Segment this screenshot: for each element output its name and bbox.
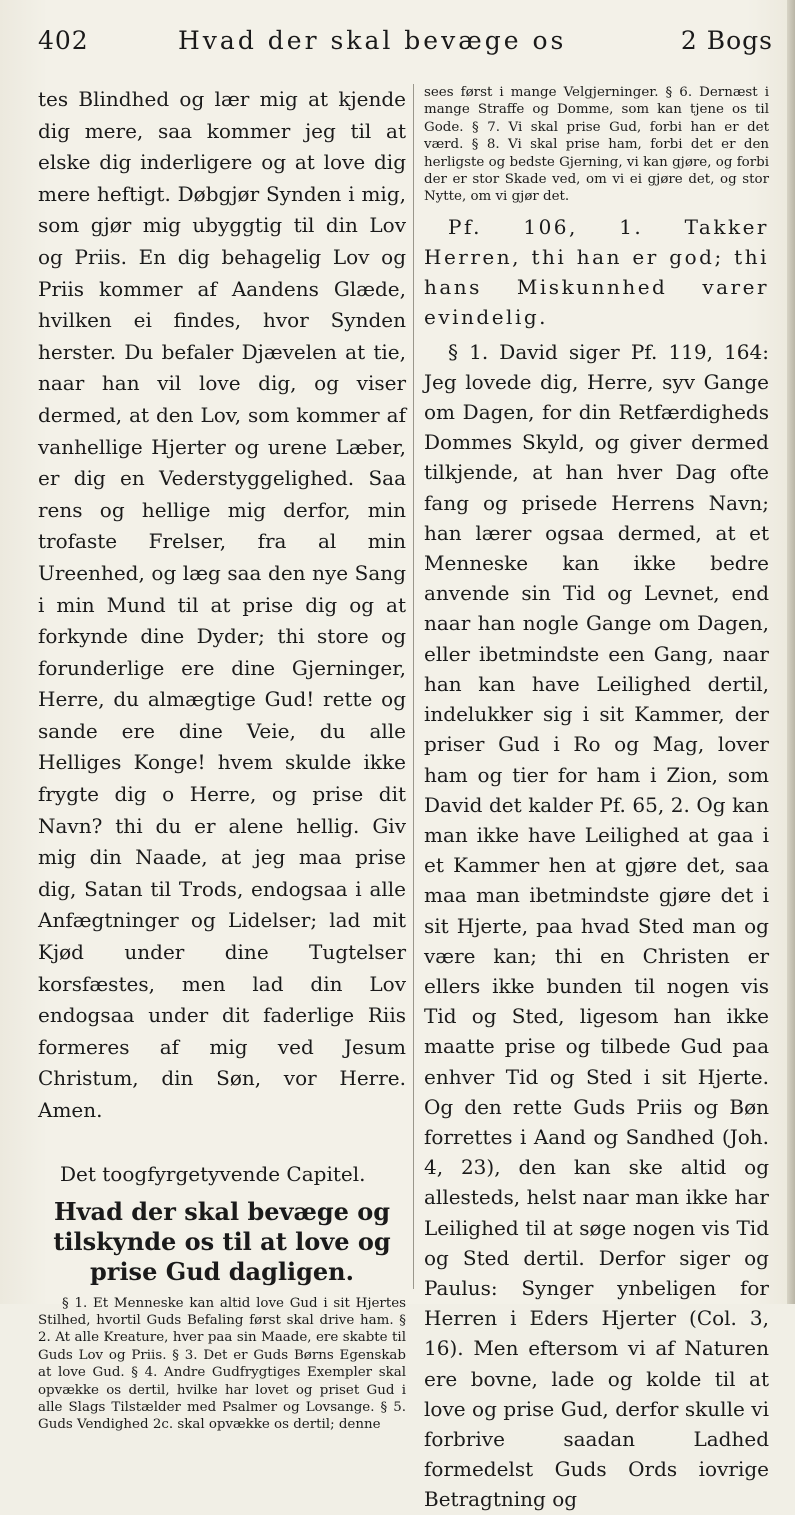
summary-continued: sees først i mange Velgjerninger. § 6. Dernæst i mange Straffe og Domme, som kan tjene os til Gode. § 7. Vi skal prise Gud, forbi han er det værd. § 8. Vi skal prise ham, forbi det er den herligste og bedste Gjerning, vi kan gjøre, og forbi der er stor Skade ved, om vi ei gjøre det, og stor Nytte, om vi gjør det. bbox=[424, 85, 769, 205]
page-header bbox=[38, 26, 773, 66]
column-divider bbox=[413, 84, 414, 1289]
chapter-heading: Hvad der skal bevæge og tilskynde os til at love og prise Gud dagligen. bbox=[53, 1196, 391, 1286]
verse-reference: Pf. 106, 1. bbox=[448, 214, 644, 239]
scripture-verse bbox=[424, 212, 769, 333]
right-main-text: § 1. David siger Pf. 119, 164: Jeg lovede dig, Herre, syv Gange om Dagen, for din Retfærdigheds Dommes Skyld, og giver dermed tilkjende, at han hver Dag ofte fang og prisede Herrens Navn; han lærer ogsaa dermed, at et Menneske kan ikke bedre anvende sin Tid og Levnet, end naar han nogle Gange om Dagen, eller ibetmindste een Gang, naar han kan have Leilighed dertil, indelukker sig i sit Kammer, der priser Gud i Ro og Mag, lover ham og tier for ham i Zion, som David det kalder Pf. 65, 2. Og kan man ikke have Leilighed at gaa i et Kammer hen at gjøre det, saa maa man ibetmindste gjøre det i sit Hjerte, paa hvad Sted man og være kan; thi en Christen er ellers ikke bunden til nogen vis Tid og Sted, ligesom han ikke maatte prise og tilbede Gud paa enhver Tid og Sted i sit Hjerte. Og den rette Guds Priis og Bøn forrettes i Aand og Sandhed (Joh. 4, 23), den kan ske altid og allesteds, helst naar man ikke har Leilighed til at søge nogen vis Tid og Sted dertil. Derfor siger og Paulus: Synger ynbeligen for Herren i Eders Hjerter (Col. 3, 16). Men eftersom vi af Naturen ere bovne, lade og kolde til at love og prise Gud, derfor skulle vi forbrive saadan Ladhed formedelst Guds Ords iovrige Betragtning og bbox=[424, 339, 769, 1512]
right-column bbox=[424, 84, 769, 1512]
signature-mark: 2 Bogs bbox=[680, 26, 773, 55]
left-column bbox=[38, 84, 406, 1433]
chapter-label: Det toogfyrgetyvende Capitel. bbox=[60, 1161, 366, 1186]
page-edge bbox=[787, 0, 795, 1304]
chapter-summary: § 1. Et Menneske kan altid love Gud i sit Hjertes Stilhed, hvortil Guds Befaling først skal drive ham. § 2. At alle Kreature, hver paa sin Maade, ere skabte til Guds Lov og Priis. § 3. Det er Guds Børns Egenskab at love Gud. § 4. Andre Gudfrygtiges Exempler skal opvække os dertil, hvilke har lovet og priset Gud i alle Slags Tilstælder med Psalmer og Lovsange. § 5. Guds Vendighed 2c. skal opvække os dertil; denne bbox=[38, 1295, 406, 1433]
verse-text: Takker Herren, thi han er god; thi hans Miskunnhed varer evindelig. bbox=[424, 214, 769, 330]
running-title: Hvad der skal bevæge os bbox=[178, 26, 567, 55]
left-main-text: tes Blindhed og lær mig at kjende dig mere, saa kommer jeg til at elske dig inderligere og at love dig mere heftigt. Døbgjør Synden i mig, som gjør mig ubyggtig til din Lov og Priis. En dig behagelig Lov og Priis kommer af Aandens Glæde, hvilken ei findes, hvor Synden herster. Du befaler Djævelen at tie, naar han vil love dig, og viser dermed, at den Lov, som kommer af vanhellige Hjerter og urene Læber, er dig en Vederstyggelighed. Saa rens og hellige mig derfor, min trofaste Frelser, fra al min Ureenhed, og læg saa den nye Sang i min Mund til at prise dig og at forkynde dine Dyder; thi store og forunderlige ere dine Gjerninger, Herre, du almægtige Gud! rette og sande ere dine Veie, du alle Helliges Konge! hvem skulde ikke frygte dig o Herre, og prise dit Navn? thi du er alene hellig. Giv mig din Naade, at jeg maa prise dig, Satan til Trods, endogsaa i alle Anfægtninger og Lidelser; lad mit Kjød under dine Tugtelser korsfæstes, men lad din Lov endogsaa under dit faderlige Riis formeres af mig ved Jesum Christum, din Søn, vor Herre. Amen. bbox=[38, 87, 406, 1122]
page-number: 402 bbox=[38, 26, 89, 55]
